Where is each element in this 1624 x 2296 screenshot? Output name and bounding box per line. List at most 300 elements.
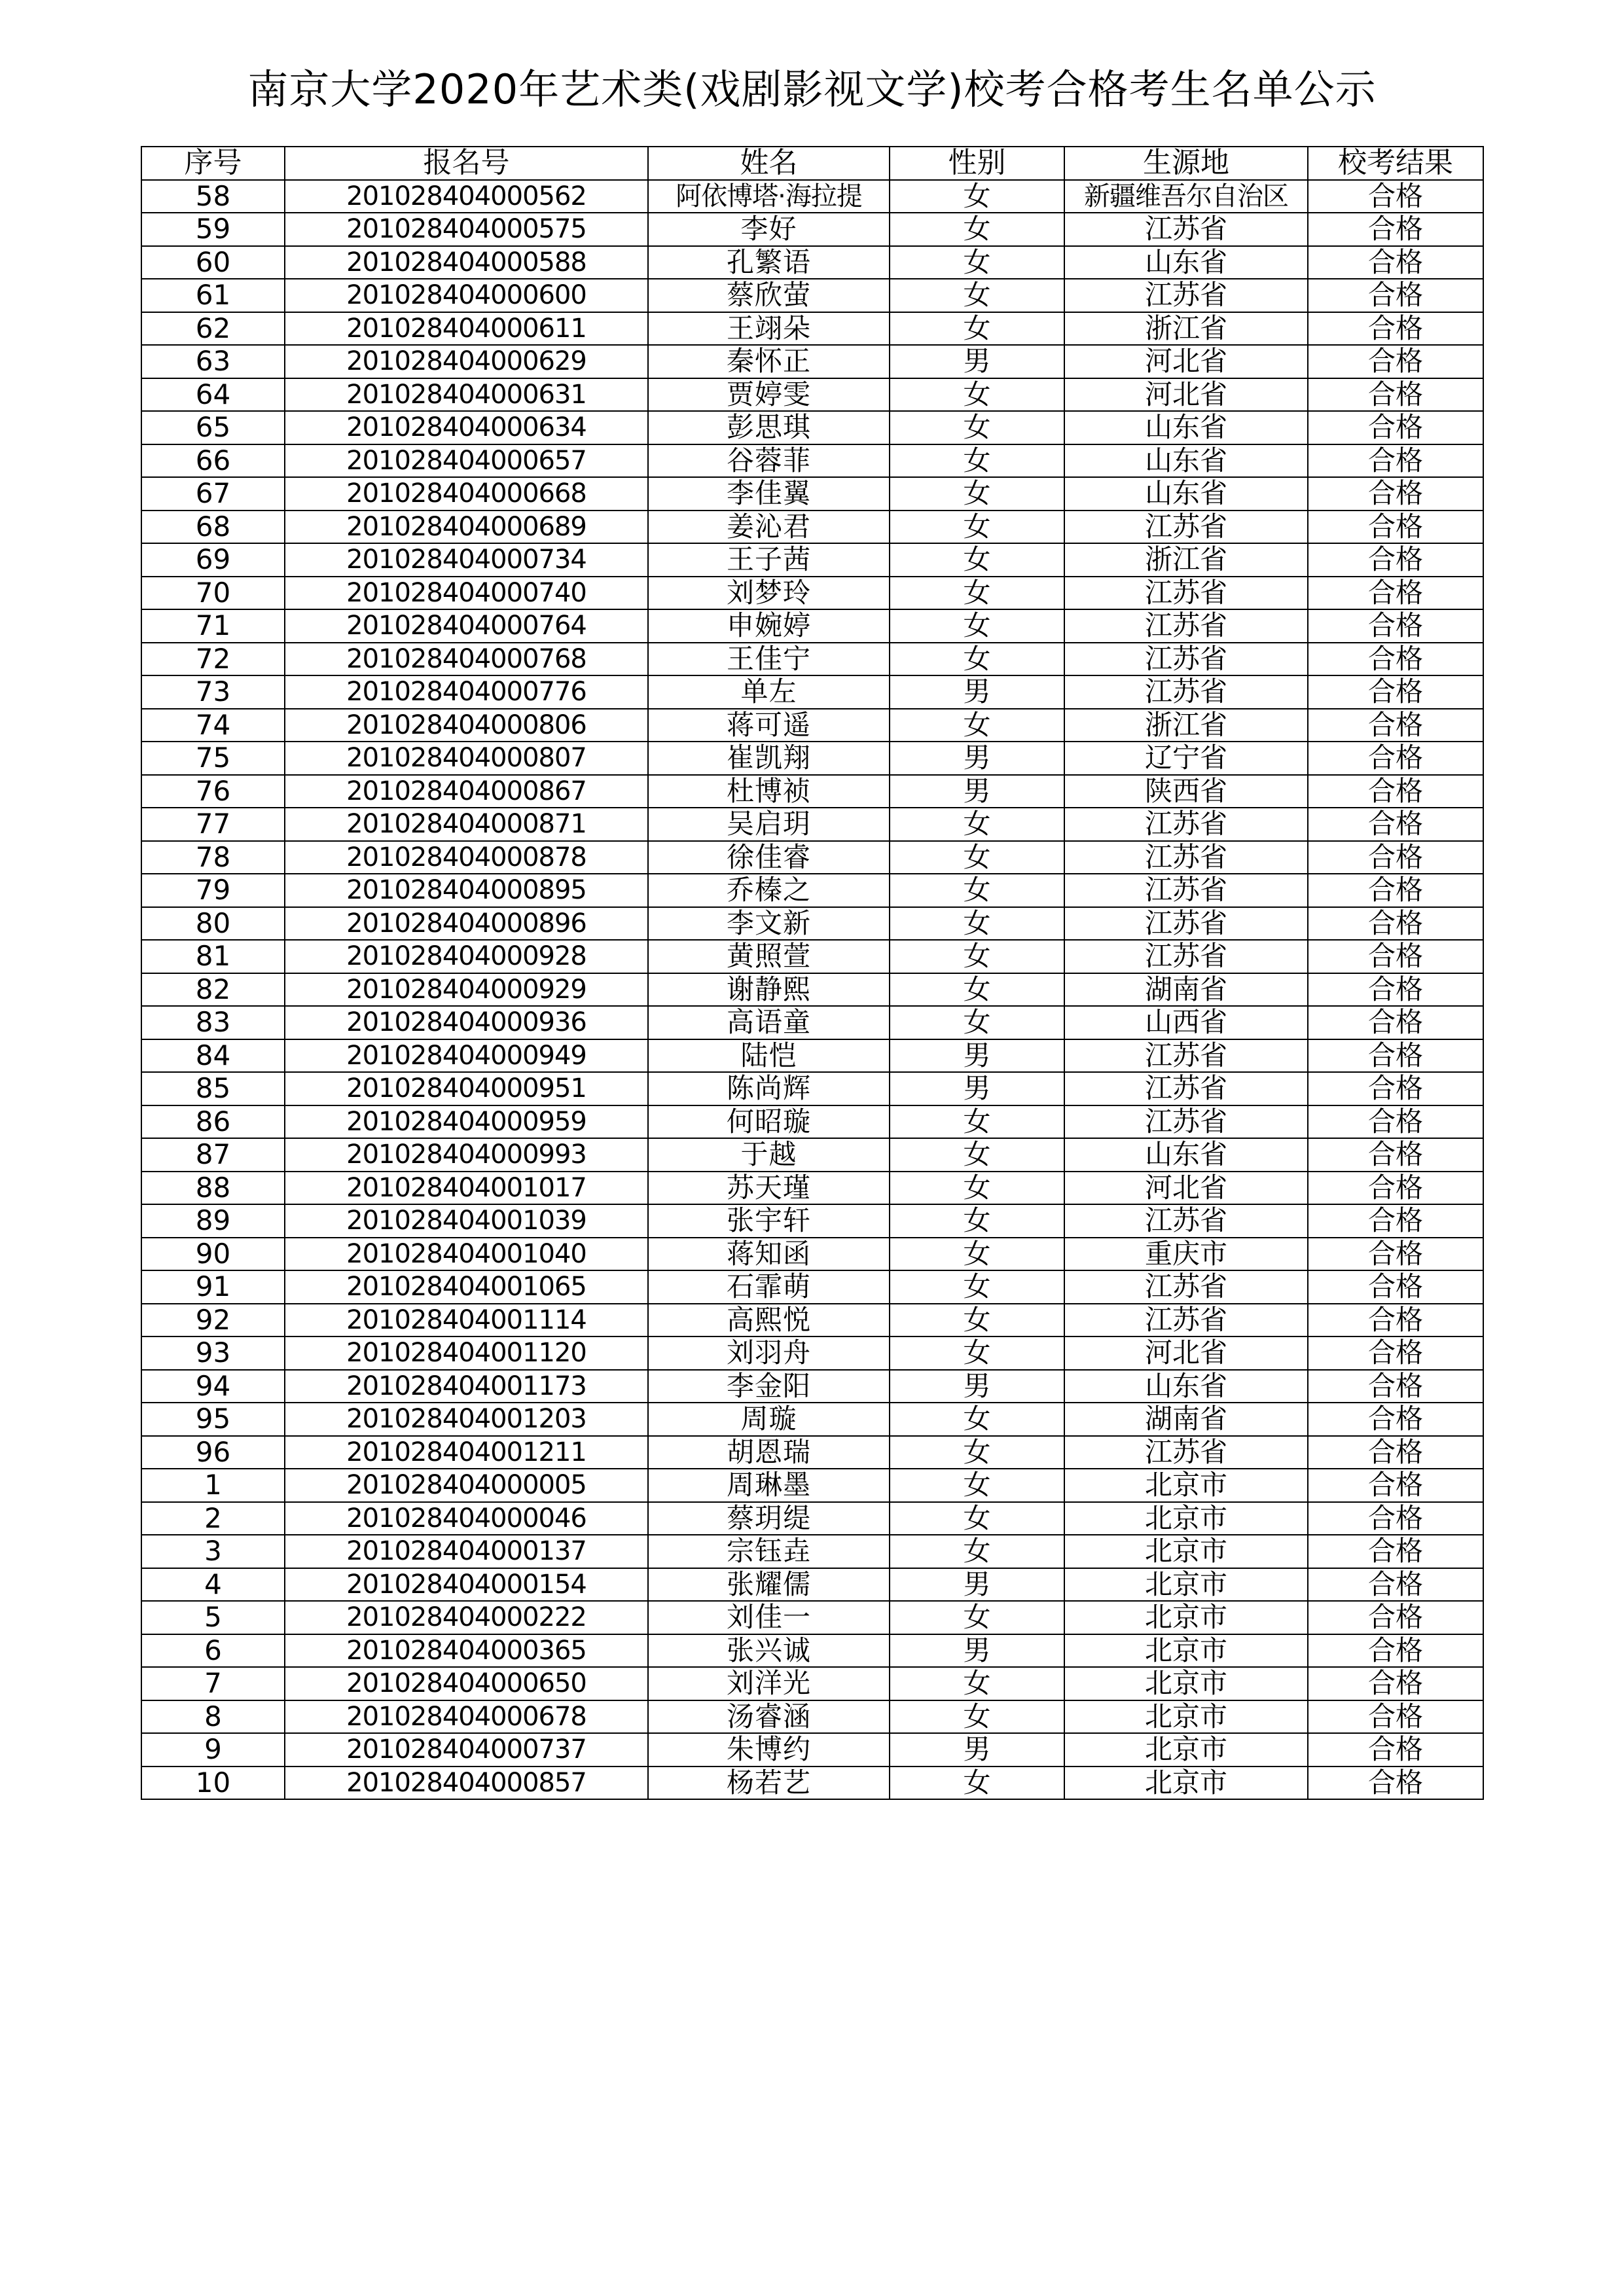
table-row [141, 312, 1483, 346]
cell-name: 于越 [648, 1138, 890, 1172]
cell-origin: 重庆市 [1064, 1238, 1308, 1271]
cell-name: 王佳宁 [648, 643, 890, 676]
cell-result: 合格 [1308, 1403, 1483, 1436]
cell-name: 申婉婷 [648, 609, 890, 643]
cell-reg-no: 201028404000949 [285, 1039, 648, 1073]
cell-seq: 64 [141, 378, 285, 412]
cell-name: 李佳翼 [648, 477, 890, 511]
cell-result: 合格 [1308, 609, 1483, 643]
cell-gender: 男 [890, 675, 1064, 709]
cell-origin: 河北省 [1064, 1172, 1308, 1205]
header-reg-no: 报名号 [285, 147, 648, 180]
table-row [141, 609, 1483, 643]
cell-result: 合格 [1308, 1172, 1483, 1205]
cell-origin: 江苏省 [1064, 511, 1308, 544]
cell-seq: 83 [141, 1006, 285, 1039]
cell-name: 蒋可遥 [648, 709, 890, 742]
candidate-table [141, 146, 1484, 1800]
cell-gender: 女 [890, 543, 1064, 577]
cell-result: 合格 [1308, 907, 1483, 941]
cell-result: 合格 [1308, 543, 1483, 577]
cell-result: 合格 [1308, 1370, 1483, 1403]
cell-seq: 80 [141, 907, 285, 941]
table-row [141, 907, 1483, 941]
cell-reg-no: 201028404000737 [285, 1733, 648, 1767]
cell-name: 刘羽舟 [648, 1336, 890, 1370]
cell-name: 徐佳睿 [648, 841, 890, 874]
header-seq: 序号 [141, 147, 285, 180]
cell-origin: 北京市 [1064, 1469, 1308, 1502]
cell-reg-no: 201028404000776 [285, 675, 648, 709]
cell-reg-no: 201028404000634 [285, 411, 648, 444]
cell-result: 合格 [1308, 1535, 1483, 1568]
cell-gender: 女 [890, 1172, 1064, 1205]
cell-reg-no: 201028404000562 [285, 180, 648, 213]
cell-result: 合格 [1308, 477, 1483, 511]
table-row [141, 1469, 1483, 1502]
cell-origin: 河北省 [1064, 345, 1308, 378]
table-row [141, 1238, 1483, 1271]
table-row [141, 1568, 1483, 1602]
cell-reg-no: 201028404000689 [285, 511, 648, 544]
cell-origin: 江苏省 [1064, 1304, 1308, 1337]
cell-reg-no: 201028404000154 [285, 1568, 648, 1602]
cell-seq: 7 [141, 1667, 285, 1700]
table-row [141, 180, 1483, 213]
cell-gender: 女 [890, 1667, 1064, 1700]
cell-gender: 女 [890, 709, 1064, 742]
cell-name: 杜博祯 [648, 775, 890, 808]
table-row [141, 1767, 1483, 1800]
cell-seq: 5 [141, 1601, 285, 1634]
cell-reg-no: 201028404000764 [285, 609, 648, 643]
cell-origin: 北京市 [1064, 1634, 1308, 1668]
cell-seq: 95 [141, 1403, 285, 1436]
cell-name: 汤睿涵 [648, 1700, 890, 1734]
cell-name: 崔凯翔 [648, 742, 890, 775]
cell-result: 合格 [1308, 1733, 1483, 1767]
cell-result: 合格 [1308, 1436, 1483, 1469]
cell-result: 合格 [1308, 1700, 1483, 1734]
cell-seq: 96 [141, 1436, 285, 1469]
cell-name: 何昭璇 [648, 1105, 890, 1139]
cell-origin: 湖南省 [1064, 1403, 1308, 1436]
cell-name: 秦怀正 [648, 345, 890, 378]
cell-origin: 北京市 [1064, 1733, 1308, 1767]
cell-reg-no: 201028404000867 [285, 775, 648, 808]
cell-name: 乔榛之 [648, 874, 890, 907]
cell-name: 吴启玥 [648, 808, 890, 841]
cell-origin: 北京市 [1064, 1667, 1308, 1700]
cell-name: 周琳墨 [648, 1469, 890, 1502]
cell-gender: 女 [890, 1700, 1064, 1734]
cell-seq: 9 [141, 1733, 285, 1767]
cell-seq: 84 [141, 1039, 285, 1073]
cell-result: 合格 [1308, 874, 1483, 907]
cell-seq: 85 [141, 1072, 285, 1105]
cell-name: 王子茜 [648, 543, 890, 577]
cell-result: 合格 [1308, 1270, 1483, 1304]
cell-seq: 93 [141, 1336, 285, 1370]
table-row [141, 874, 1483, 907]
cell-gender: 男 [890, 775, 1064, 808]
cell-origin: 江苏省 [1064, 1204, 1308, 1238]
cell-seq: 79 [141, 874, 285, 907]
cell-origin: 北京市 [1064, 1535, 1308, 1568]
cell-result: 合格 [1308, 213, 1483, 246]
table-row [141, 345, 1483, 378]
cell-origin: 山西省 [1064, 1006, 1308, 1039]
table-row [141, 543, 1483, 577]
table-row [141, 577, 1483, 610]
cell-origin: 江苏省 [1064, 675, 1308, 709]
cell-result: 合格 [1308, 312, 1483, 346]
cell-result: 合格 [1308, 1568, 1483, 1602]
header-gender: 性别 [890, 147, 1064, 180]
cell-origin: 江苏省 [1064, 1039, 1308, 1073]
cell-gender: 女 [890, 609, 1064, 643]
cell-name: 谢静熙 [648, 973, 890, 1007]
cell-gender: 女 [890, 1204, 1064, 1238]
cell-origin: 北京市 [1064, 1700, 1308, 1734]
cell-gender: 男 [890, 1733, 1064, 1767]
cell-reg-no: 201028404001211 [285, 1436, 648, 1469]
table-row [141, 1634, 1483, 1668]
cell-gender: 男 [890, 1634, 1064, 1668]
cell-reg-no: 201028404000678 [285, 1700, 648, 1734]
cell-gender: 女 [890, 940, 1064, 973]
cell-seq: 92 [141, 1304, 285, 1337]
cell-origin: 山东省 [1064, 411, 1308, 444]
cell-reg-no: 201028404001039 [285, 1204, 648, 1238]
cell-seq: 60 [141, 246, 285, 279]
cell-origin: 江苏省 [1064, 1270, 1308, 1304]
cell-gender: 女 [890, 378, 1064, 412]
cell-name: 谷蓉菲 [648, 444, 890, 478]
cell-gender: 女 [890, 312, 1064, 346]
cell-gender: 女 [890, 511, 1064, 544]
table-row [141, 808, 1483, 841]
cell-seq: 2 [141, 1502, 285, 1535]
cell-result: 合格 [1308, 180, 1483, 213]
cell-name: 宗钰垚 [648, 1535, 890, 1568]
cell-name: 王翊朵 [648, 312, 890, 346]
cell-result: 合格 [1308, 1601, 1483, 1634]
cell-seq: 66 [141, 444, 285, 478]
cell-name: 蔡玥缇 [648, 1502, 890, 1535]
cell-reg-no: 201028404000650 [285, 1667, 648, 1700]
cell-origin: 江苏省 [1064, 1072, 1308, 1105]
cell-result: 合格 [1308, 940, 1483, 973]
table-row [141, 1502, 1483, 1535]
cell-seq: 10 [141, 1767, 285, 1800]
cell-origin: 新疆维吾尔自治区 [1064, 180, 1308, 213]
cell-result: 合格 [1308, 1039, 1483, 1073]
page-title: 南京大学2020年艺术类(戏剧影视文学)校考合格考生名单公示 [247, 65, 1377, 113]
cell-gender: 女 [890, 808, 1064, 841]
cell-gender: 女 [890, 180, 1064, 213]
table-row [141, 246, 1483, 279]
cell-origin: 河北省 [1064, 378, 1308, 412]
cell-name: 胡恩瑞 [648, 1436, 890, 1469]
cell-name: 苏天瑾 [648, 1172, 890, 1205]
cell-gender: 女 [890, 1403, 1064, 1436]
cell-origin: 辽宁省 [1064, 742, 1308, 775]
cell-seq: 62 [141, 312, 285, 346]
cell-gender: 女 [890, 907, 1064, 941]
cell-gender: 女 [890, 1006, 1064, 1039]
cell-gender: 女 [890, 1535, 1064, 1568]
cell-origin: 江苏省 [1064, 1105, 1308, 1139]
table-row [141, 1700, 1483, 1734]
cell-result: 合格 [1308, 1072, 1483, 1105]
cell-reg-no: 201028404000807 [285, 742, 648, 775]
header-origin: 生源地 [1064, 147, 1308, 180]
cell-seq: 86 [141, 1105, 285, 1139]
cell-result: 合格 [1308, 1502, 1483, 1535]
cell-result: 合格 [1308, 1204, 1483, 1238]
cell-name: 刘佳一 [648, 1601, 890, 1634]
cell-reg-no: 201028404000137 [285, 1535, 648, 1568]
cell-seq: 76 [141, 775, 285, 808]
cell-reg-no: 201028404000896 [285, 907, 648, 941]
table-header [141, 147, 1483, 180]
cell-result: 合格 [1308, 841, 1483, 874]
cell-name: 李金阳 [648, 1370, 890, 1403]
table-row [141, 841, 1483, 874]
cell-gender: 女 [890, 1238, 1064, 1271]
cell-gender: 男 [890, 742, 1064, 775]
cell-gender: 女 [890, 1336, 1064, 1370]
cell-origin: 浙江省 [1064, 709, 1308, 742]
cell-name: 杨若艺 [648, 1767, 890, 1800]
cell-reg-no: 201028404000611 [285, 312, 648, 346]
cell-reg-no: 201028404000046 [285, 1502, 648, 1535]
cell-gender: 女 [890, 1105, 1064, 1139]
table-row [141, 1006, 1483, 1039]
table-row [141, 1105, 1483, 1139]
table-row [141, 1336, 1483, 1370]
cell-result: 合格 [1308, 709, 1483, 742]
cell-name: 李文新 [648, 907, 890, 941]
cell-gender: 女 [890, 213, 1064, 246]
cell-reg-no: 201028404000928 [285, 940, 648, 973]
cell-name: 蒋知函 [648, 1238, 890, 1271]
cell-seq: 6 [141, 1634, 285, 1668]
table-row [141, 511, 1483, 544]
table-body [141, 180, 1483, 1800]
cell-origin: 河北省 [1064, 1336, 1308, 1370]
cell-result: 合格 [1308, 675, 1483, 709]
cell-result: 合格 [1308, 1634, 1483, 1668]
table-row [141, 444, 1483, 478]
cell-seq: 69 [141, 543, 285, 577]
cell-seq: 70 [141, 577, 285, 610]
cell-seq: 58 [141, 180, 285, 213]
cell-reg-no: 201028404001114 [285, 1304, 648, 1337]
cell-gender: 女 [890, 577, 1064, 610]
cell-origin: 江苏省 [1064, 841, 1308, 874]
cell-gender: 女 [890, 1502, 1064, 1535]
cell-name: 张兴诚 [648, 1634, 890, 1668]
table-row [141, 1370, 1483, 1403]
cell-reg-no: 201028404000740 [285, 577, 648, 610]
cell-name: 石霏萌 [648, 1270, 890, 1304]
cell-seq: 74 [141, 709, 285, 742]
cell-seq: 67 [141, 477, 285, 511]
cell-seq: 82 [141, 973, 285, 1007]
table-row [141, 1039, 1483, 1073]
cell-name: 彭思琪 [648, 411, 890, 444]
cell-reg-no: 201028404000668 [285, 477, 648, 511]
cell-reg-no: 201028404000936 [285, 1006, 648, 1039]
cell-result: 合格 [1308, 279, 1483, 312]
cell-seq: 75 [141, 742, 285, 775]
cell-origin: 北京市 [1064, 1601, 1308, 1634]
cell-origin: 北京市 [1064, 1502, 1308, 1535]
table-row [141, 378, 1483, 412]
cell-reg-no: 201028404000768 [285, 643, 648, 676]
cell-seq: 77 [141, 808, 285, 841]
table-row [141, 973, 1483, 1007]
cell-gender: 女 [890, 874, 1064, 907]
cell-seq: 71 [141, 609, 285, 643]
cell-seq: 68 [141, 511, 285, 544]
cell-result: 合格 [1308, 643, 1483, 676]
cell-name: 蔡欣萤 [648, 279, 890, 312]
cell-origin: 江苏省 [1064, 577, 1308, 610]
cell-reg-no: 201028404000365 [285, 1634, 648, 1668]
cell-reg-no: 201028404000871 [285, 808, 648, 841]
cell-gender: 女 [890, 246, 1064, 279]
cell-name: 阿依博塔·海拉提 [648, 180, 890, 213]
cell-reg-no: 201028404000929 [285, 973, 648, 1007]
cell-result: 合格 [1308, 1336, 1483, 1370]
cell-reg-no: 201028404000588 [285, 246, 648, 279]
table-row [141, 1733, 1483, 1767]
cell-gender: 女 [890, 411, 1064, 444]
table-row [141, 742, 1483, 775]
cell-gender: 女 [890, 477, 1064, 511]
cell-result: 合格 [1308, 1138, 1483, 1172]
cell-origin: 江苏省 [1064, 213, 1308, 246]
cell-gender: 女 [890, 1270, 1064, 1304]
cell-gender: 男 [890, 1568, 1064, 1602]
cell-reg-no: 201028404000575 [285, 213, 648, 246]
table-row [141, 1138, 1483, 1172]
cell-seq: 78 [141, 841, 285, 874]
cell-reg-no: 201028404000657 [285, 444, 648, 478]
cell-origin: 江苏省 [1064, 279, 1308, 312]
cell-origin: 北京市 [1064, 1767, 1308, 1800]
cell-gender: 女 [890, 444, 1064, 478]
cell-gender: 男 [890, 345, 1064, 378]
table-row [141, 940, 1483, 973]
cell-reg-no: 201028404000629 [285, 345, 648, 378]
cell-result: 合格 [1308, 345, 1483, 378]
table-row [141, 1667, 1483, 1700]
cell-result: 合格 [1308, 246, 1483, 279]
table-row [141, 1403, 1483, 1436]
cell-reg-no: 201028404001120 [285, 1336, 648, 1370]
cell-reg-no: 201028404000806 [285, 709, 648, 742]
cell-gender: 女 [890, 1469, 1064, 1502]
table-row [141, 213, 1483, 246]
cell-seq: 73 [141, 675, 285, 709]
cell-seq: 94 [141, 1370, 285, 1403]
cell-seq: 90 [141, 1238, 285, 1271]
cell-gender: 女 [890, 1767, 1064, 1800]
cell-name: 单左 [648, 675, 890, 709]
cell-gender: 男 [890, 1370, 1064, 1403]
cell-seq: 4 [141, 1568, 285, 1602]
cell-origin: 山东省 [1064, 477, 1308, 511]
header-row [141, 147, 1483, 180]
table-row [141, 279, 1483, 312]
cell-origin: 浙江省 [1064, 543, 1308, 577]
cell-origin: 湖南省 [1064, 973, 1308, 1007]
cell-reg-no: 201028404001017 [285, 1172, 648, 1205]
cell-result: 合格 [1308, 973, 1483, 1007]
table-row [141, 1204, 1483, 1238]
cell-origin: 北京市 [1064, 1568, 1308, 1602]
cell-name: 姜沁君 [648, 511, 890, 544]
table-row [141, 1304, 1483, 1337]
table-row [141, 675, 1483, 709]
cell-reg-no: 201028404000951 [285, 1072, 648, 1105]
cell-reg-no: 201028404000734 [285, 543, 648, 577]
cell-gender: 女 [890, 1436, 1064, 1469]
cell-reg-no: 201028404000993 [285, 1138, 648, 1172]
cell-origin: 陕西省 [1064, 775, 1308, 808]
cell-name: 高熙悦 [648, 1304, 890, 1337]
cell-name: 黄照萱 [648, 940, 890, 973]
cell-result: 合格 [1308, 444, 1483, 478]
cell-seq: 91 [141, 1270, 285, 1304]
cell-result: 合格 [1308, 1469, 1483, 1502]
cell-result: 合格 [1308, 577, 1483, 610]
table-row [141, 1072, 1483, 1105]
cell-seq: 81 [141, 940, 285, 973]
table-row [141, 411, 1483, 444]
cell-reg-no: 201028404001040 [285, 1238, 648, 1271]
cell-result: 合格 [1308, 378, 1483, 412]
cell-origin: 山东省 [1064, 444, 1308, 478]
cell-gender: 女 [890, 841, 1064, 874]
table-row [141, 1601, 1483, 1634]
cell-seq: 61 [141, 279, 285, 312]
cell-reg-no: 201028404000631 [285, 378, 648, 412]
table-row [141, 775, 1483, 808]
cell-origin: 江苏省 [1064, 907, 1308, 941]
cell-reg-no: 201028404000895 [285, 874, 648, 907]
cell-name: 孔繁语 [648, 246, 890, 279]
cell-result: 合格 [1308, 511, 1483, 544]
cell-name: 张耀儒 [648, 1568, 890, 1602]
cell-seq: 8 [141, 1700, 285, 1734]
cell-gender: 男 [890, 1072, 1064, 1105]
cell-reg-no: 201028404000857 [285, 1767, 648, 1800]
cell-result: 合格 [1308, 1105, 1483, 1139]
cell-origin: 江苏省 [1064, 874, 1308, 907]
cell-seq: 88 [141, 1172, 285, 1205]
cell-name: 刘洋光 [648, 1667, 890, 1700]
header-result: 校考结果 [1308, 147, 1483, 180]
cell-seq: 87 [141, 1138, 285, 1172]
cell-origin: 江苏省 [1064, 1436, 1308, 1469]
cell-result: 合格 [1308, 1006, 1483, 1039]
cell-gender: 男 [890, 1039, 1064, 1073]
